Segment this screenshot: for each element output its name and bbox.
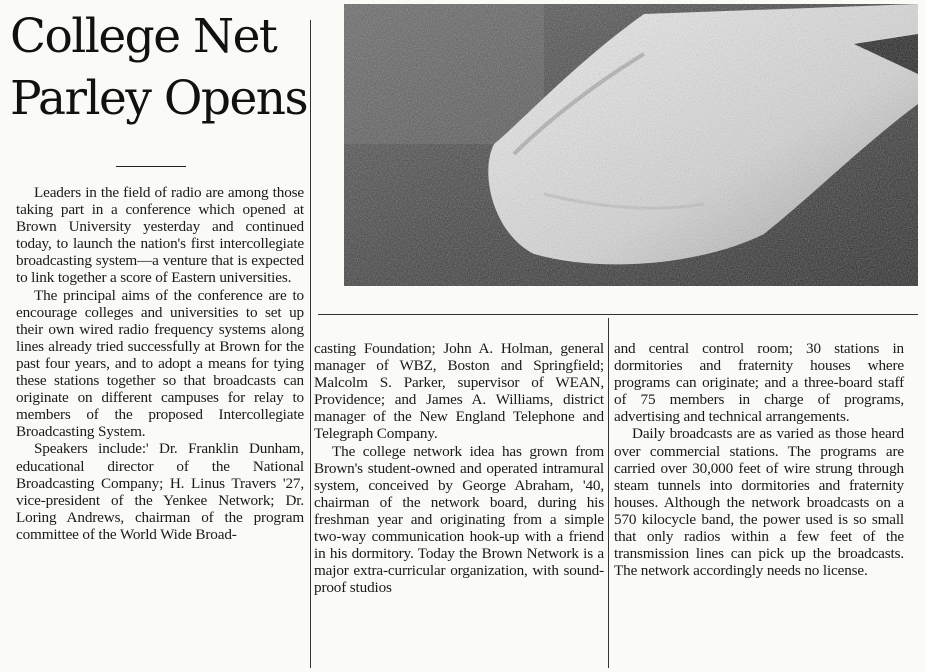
- news-photo: [344, 4, 918, 286]
- article-column-3: [614, 340, 904, 579]
- paragraph-2: The principal aims of the conference are to encourage colleges and universities to set up their own wired radio frequency systems along lines already tried successfully at Brown for the past four years, and to adopt a means for tying these stations together so that broadcasts can originate on different campuses for relay to members of the proposed Intercollegiate Broadcasting System.: [16, 286, 304, 441]
- paragraph-4-start: The college network idea has grown from Brown's student-owned and operated intramural system, conceived by George Abraham, '40, chairman of the network board, during his freshman year and originating from a simple two-way communication hook-up with a friend in his dormitory. Today the Brown Network is a major extra-curricular organization, with sound-proof studios: [314, 442, 604, 597]
- paragraph-3-continued: casting Foundation; John A. Holman, general manager of WBZ, Boston and Springfield; Malcolm S. Parker, supervisor of WEAN, Providence; and James A. Williams, district manager of the New England Telephone and Telegraph Company.: [314, 340, 604, 443]
- headline-line-2: Parley Opens: [10, 71, 308, 126]
- paragraph-4-continued: and central control room; 30 stations in dormitories and fraternity houses where programs can originate; and a three-board staff of 75 members in charge of programs, advertising and technical arrangements.: [614, 340, 904, 426]
- headline-line-1: College Net: [10, 9, 277, 64]
- paragraph-3-start: Speakers include:' Dr. Franklin Dunham, educational director of the National Broadcasting Company; H. Linus Travers '27, vice-president of the Yenkee Network; Dr. Loring Andrews, chairman of the program committee of the World Wide Broad-: [16, 440, 304, 543]
- headline: [10, 6, 310, 130]
- article-column-1: [16, 184, 304, 543]
- paragraph-1: Leaders in the field of radio are among those taking part in a conference which opened at Brown University yesterday and continued today, to launch the nation's first intercollegiate broadcasting system—a venture that is expected to link together a score of Eastern universities.: [16, 184, 304, 287]
- paragraph-5: Daily broadcasts are as varied as those heard over commercial stations. The programs are carried over 30,000 feet of wire strung through steam tunnels into dormitories and fraternity houses. Although the network broadcasts on a 570 kilocycle band, the power used is so small that only radios within a few feet of the transmission lines can pick up the broadcasts. The network accordingly needs no license.: [614, 425, 904, 580]
- photo-bottom-rule: [318, 314, 918, 315]
- article-column-2: [314, 340, 604, 596]
- column-rule-2: [608, 318, 609, 668]
- column-rule-1: [310, 20, 311, 668]
- headline-rule: [116, 166, 186, 167]
